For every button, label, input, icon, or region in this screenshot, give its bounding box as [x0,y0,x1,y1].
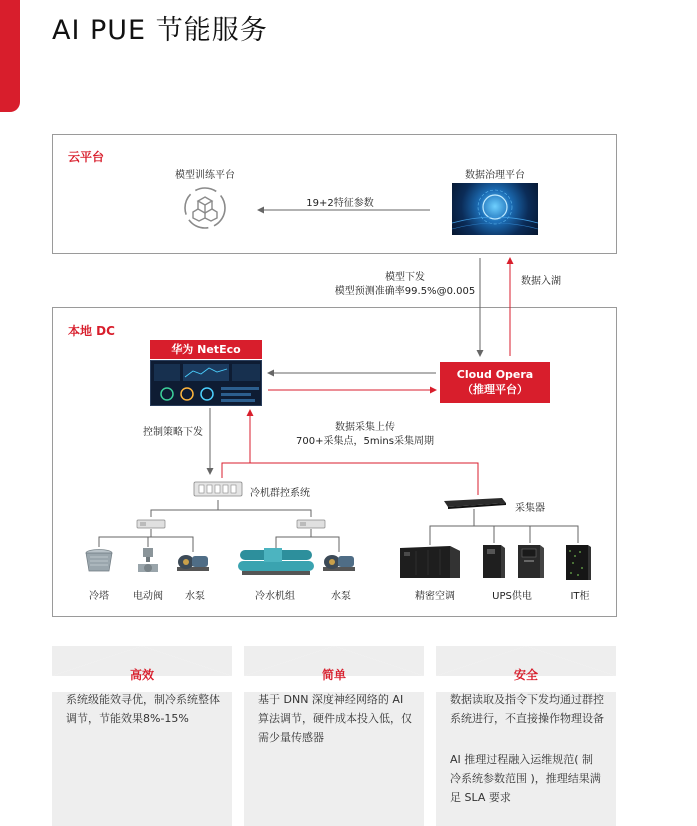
it-cabinet-icon [564,543,592,581]
benefit-card [436,646,616,826]
local-dc-label: 本地 DC [68,324,115,338]
cloud-opera-label: Cloud Opera [456,368,534,381]
water-pump-icon [322,552,356,572]
benefit-card-text: 基于 DNN 深度神经网络的 AI 算法调节，硬件成本投入低，仅需少量传感器 [258,693,412,744]
collector-label: 采集器 [515,503,545,514]
training-platform-label: 模型训练平台 [175,170,235,181]
inference-platform-label: （推理平台） [462,383,528,396]
cloud-opera-box [440,362,550,403]
device-label: IT柜 [570,591,590,602]
benefit-card-text: 数据读取及指令下发均通过群控系统进行，不直接操作物理设备 [450,693,604,725]
motor-valve-icon [137,547,159,575]
benefit-card-title: 安全 [513,668,538,682]
cooling-tower-icon [82,547,116,575]
benefit-card-title: 高效 [129,668,154,682]
collect-points-label: 700+采集点，5mins采集周期 [296,436,434,447]
precision-ac-icon [398,545,462,579]
controller-module-icon [136,517,166,529]
chiller-control-label: 冷机群控系统 [250,488,310,499]
control-policy-label: 控制策略下发 [143,427,203,438]
controller-module-icon [296,517,326,529]
neteco-label: 华为 NetEco [150,340,262,359]
neteco-dashboard [150,360,262,406]
ups-icon [481,543,507,579]
device-label: 水泵 [185,591,205,602]
device-label: 精密空调 [415,591,455,602]
data-governance-image [452,183,538,235]
benefit-card-text: 系统级能效寻优，制冷系统整体调节，节能效果8%-15% [66,693,220,725]
data-lake-label: 数据入湖 [521,276,561,287]
model-training-icon [181,184,229,232]
page-title: AI PUE 节能服务 [52,15,268,46]
benefit-card-title: 简单 [321,668,346,682]
accent-bar [0,0,20,112]
model-down-label: 模型下发 [385,272,425,283]
chiller-controller-icon [193,478,243,500]
collector-icon [440,495,508,509]
device-label: 冷塔 [89,591,109,602]
model-accuracy-label: 模型预测准确率99.5%@0.005 [334,286,476,297]
benefit-card [244,646,424,826]
feature-params-label: 19+2特征参数 [306,198,374,209]
device-label: UPS供电 [492,591,532,602]
data-upload-label: 数据采集上传 [335,422,395,433]
governance-platform-label: 数据治理平台 [465,170,525,181]
cloud-platform-label: 云平台 [68,150,105,164]
water-pump-icon [176,552,210,572]
device-label: 水泵 [331,591,351,602]
device-label: 电动阀 [133,591,163,602]
benefit-card-text: AI 推理过程融入运维规范( 制冷系统参数范围 )，推理结果满足 SLA 要求 [450,753,601,804]
benefit-card [52,646,232,826]
chiller-unit-icon [236,548,316,576]
ups-icon [516,543,546,579]
device-label: 冷水机组 [255,591,295,602]
